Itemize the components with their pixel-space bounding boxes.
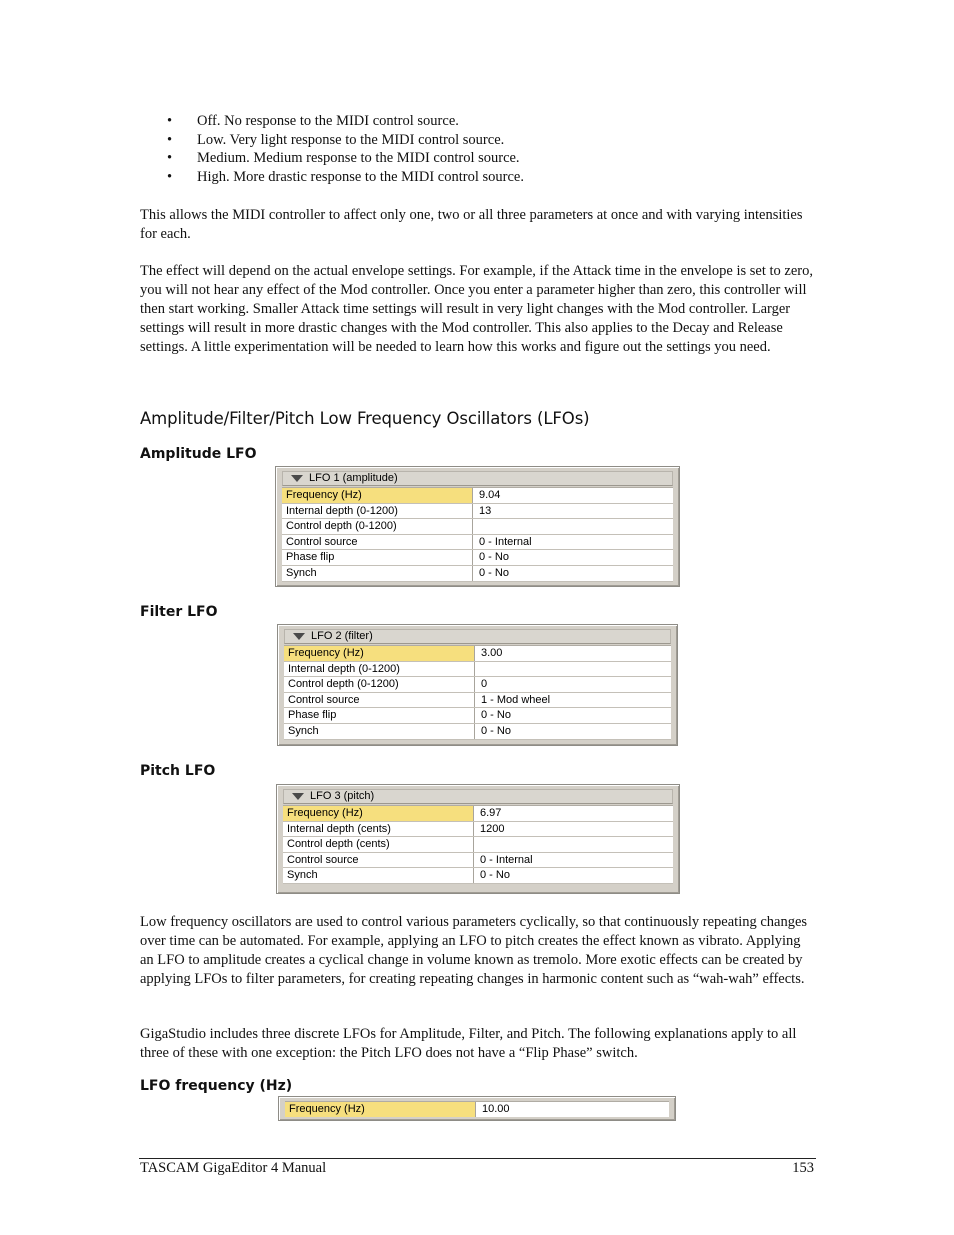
param-name: Frequency (Hz) <box>284 646 475 661</box>
amplitude-lfo-grid <box>282 487 673 582</box>
panel-title: LFO 3 (pitch) <box>310 790 375 802</box>
param-name: Control depth (cents) <box>283 837 474 852</box>
pitch-lfo-panel <box>276 784 680 894</box>
param-name: Control source <box>283 853 474 868</box>
param-value[interactable]: 3.00 <box>475 646 671 661</box>
param-value[interactable]: 0 - No <box>475 724 671 739</box>
table-row[interactable] <box>282 519 673 535</box>
table-row[interactable] <box>282 566 673 582</box>
table-row[interactable] <box>284 677 671 693</box>
table-row[interactable] <box>283 868 673 884</box>
list-item: • Off. No response to the MIDI control source. <box>167 113 459 129</box>
list-item: • High. More drastic response to the MIDI control source. <box>167 169 524 186</box>
collapse-triangle-icon[interactable] <box>293 633 305 640</box>
table-row[interactable] <box>284 724 671 740</box>
param-value[interactable]: 0 - No <box>473 550 673 565</box>
heading-filter-lfo: Filter LFO <box>140 604 218 620</box>
param-name: Control source <box>282 535 473 550</box>
collapse-triangle-icon[interactable] <box>291 475 303 482</box>
filter-lfo-grid <box>284 645 671 740</box>
param-name: Frequency (Hz) <box>283 806 474 821</box>
param-name: Control depth (0-1200) <box>284 677 475 692</box>
paragraph-three-lfos: GigaStudio includes three discrete LFOs for Amplitude, Filter, and Pitch. The following explanations apply to all three of these with one exception: the Pitch LFO does not have a “Flip Phase” switch. <box>140 1026 797 1061</box>
bullet-icon: • <box>167 150 173 167</box>
collapse-triangle-icon[interactable] <box>292 793 304 800</box>
param-name: Internal depth (0-1200) <box>284 662 475 677</box>
param-value[interactable]: 0 - Internal <box>473 535 673 550</box>
heading-amplitude-lfo: Amplitude LFO <box>140 446 257 462</box>
list-item: • Medium. Medium response to the MIDI control source. <box>167 150 520 167</box>
filter-lfo-panel-header[interactable] <box>284 629 671 644</box>
table-row[interactable] <box>282 488 673 504</box>
param-name: Control depth (0-1200) <box>282 519 473 534</box>
footer-page-number: 153 <box>792 1160 814 1176</box>
table-row[interactable] <box>284 693 671 709</box>
param-value[interactable]: 0 - No <box>474 868 673 883</box>
param-name: Control source <box>284 693 475 708</box>
param-value[interactable]: 9.04 <box>473 488 673 503</box>
table-row[interactable] <box>283 853 673 869</box>
param-value[interactable]: 0 - No <box>475 708 671 723</box>
param-name: Frequency (Hz) <box>285 1102 476 1117</box>
table-row[interactable] <box>284 646 671 662</box>
param-name: Frequency (Hz) <box>282 488 473 503</box>
param-name: Synch <box>282 566 473 581</box>
param-value[interactable] <box>473 519 673 534</box>
param-value[interactable]: 0 - Internal <box>474 853 673 868</box>
panel-title: LFO 2 (filter) <box>311 630 373 642</box>
heading-lfo-frequency: LFO frequency (Hz) <box>140 1078 293 1094</box>
list-item: • Low. Very light response to the MIDI control source. <box>167 131 505 148</box>
table-row[interactable] <box>284 708 671 724</box>
param-value[interactable] <box>475 662 671 677</box>
param-name: Synch <box>283 868 474 883</box>
table-row[interactable] <box>283 837 673 853</box>
table-row[interactable] <box>282 504 673 520</box>
panel-title: LFO 1 (amplitude) <box>309 472 398 484</box>
param-name: Phase flip <box>284 708 475 723</box>
table-row[interactable] <box>283 822 673 838</box>
param-value[interactable]: 0 - No <box>473 566 673 581</box>
pitch-lfo-panel-header[interactable] <box>283 789 673 804</box>
param-value[interactable]: 1 - Mod wheel <box>475 693 671 708</box>
lfo-frequency-panel <box>278 1096 676 1121</box>
bullet-icon: • <box>167 169 173 186</box>
filter-lfo-panel <box>277 624 678 746</box>
param-name: Synch <box>284 724 475 739</box>
param-name: Internal depth (0-1200) <box>282 504 473 519</box>
table-row[interactable] <box>282 550 673 566</box>
param-value[interactable]: 10.00 <box>476 1102 669 1117</box>
param-value[interactable]: 13 <box>473 504 673 519</box>
response-level-list <box>140 112 820 187</box>
param-value[interactable]: 0 <box>475 677 671 692</box>
param-value[interactable]: 1200 <box>474 822 673 837</box>
footer-divider <box>139 1158 816 1159</box>
paragraph-lfo-explanation: Low frequency oscillators are used to control various parameters cyclically, so that continuously repeating changes over time can be automated. For example, applying an LFO to pitch creates the effect known as vibrato. Applying an LFO to amplitude creates a cyclical change in volume known as tremolo. More exotic effects can be created by applying LFOs to filter parameters, for creating repeating changes in harmonic content such as “wah-wah” effects. <box>140 914 808 987</box>
bullet-icon: • <box>167 113 173 129</box>
table-row[interactable] <box>285 1101 669 1117</box>
table-row[interactable] <box>283 806 673 822</box>
paragraph-envelope-effect: The effect will depend on the actual envelope settings. For example, if the Attack time in the envelope is set to zero, you will not hear any effect of the Mod controller. Once you enter a parameter higher than zero, this controller will then start working. Smaller Attack time settings will result in very light changes with the Mod controller. Larger settings will result in more drastic changes with the Mod controller. This also applies to the Decay and Release settings. A little experimentation will be needed to learn how this works and figure out the settings you need. <box>140 263 813 355</box>
table-row[interactable] <box>284 662 671 678</box>
param-value[interactable] <box>474 837 673 852</box>
footer-manual-title: TASCAM GigaEditor 4 Manual <box>140 1160 327 1176</box>
param-name: Phase flip <box>282 550 473 565</box>
heading-pitch-lfo: Pitch LFO <box>140 763 216 779</box>
param-name: Internal depth (cents) <box>283 822 474 837</box>
pitch-lfo-grid <box>283 805 673 884</box>
table-row[interactable] <box>282 535 673 551</box>
param-value[interactable]: 6.97 <box>474 806 673 821</box>
bullet-icon: • <box>167 131 173 148</box>
amplitude-lfo-panel-header[interactable] <box>282 471 673 486</box>
amplitude-lfo-panel <box>275 466 680 587</box>
section-heading-lfos: Amplitude/Filter/Pitch Low Frequency Oscillators (LFOs) <box>140 409 590 428</box>
paragraph-controller-intensity: This allows the MIDI controller to affect only one, two or all three parameters at once and with varying intensities for each. <box>140 207 803 242</box>
